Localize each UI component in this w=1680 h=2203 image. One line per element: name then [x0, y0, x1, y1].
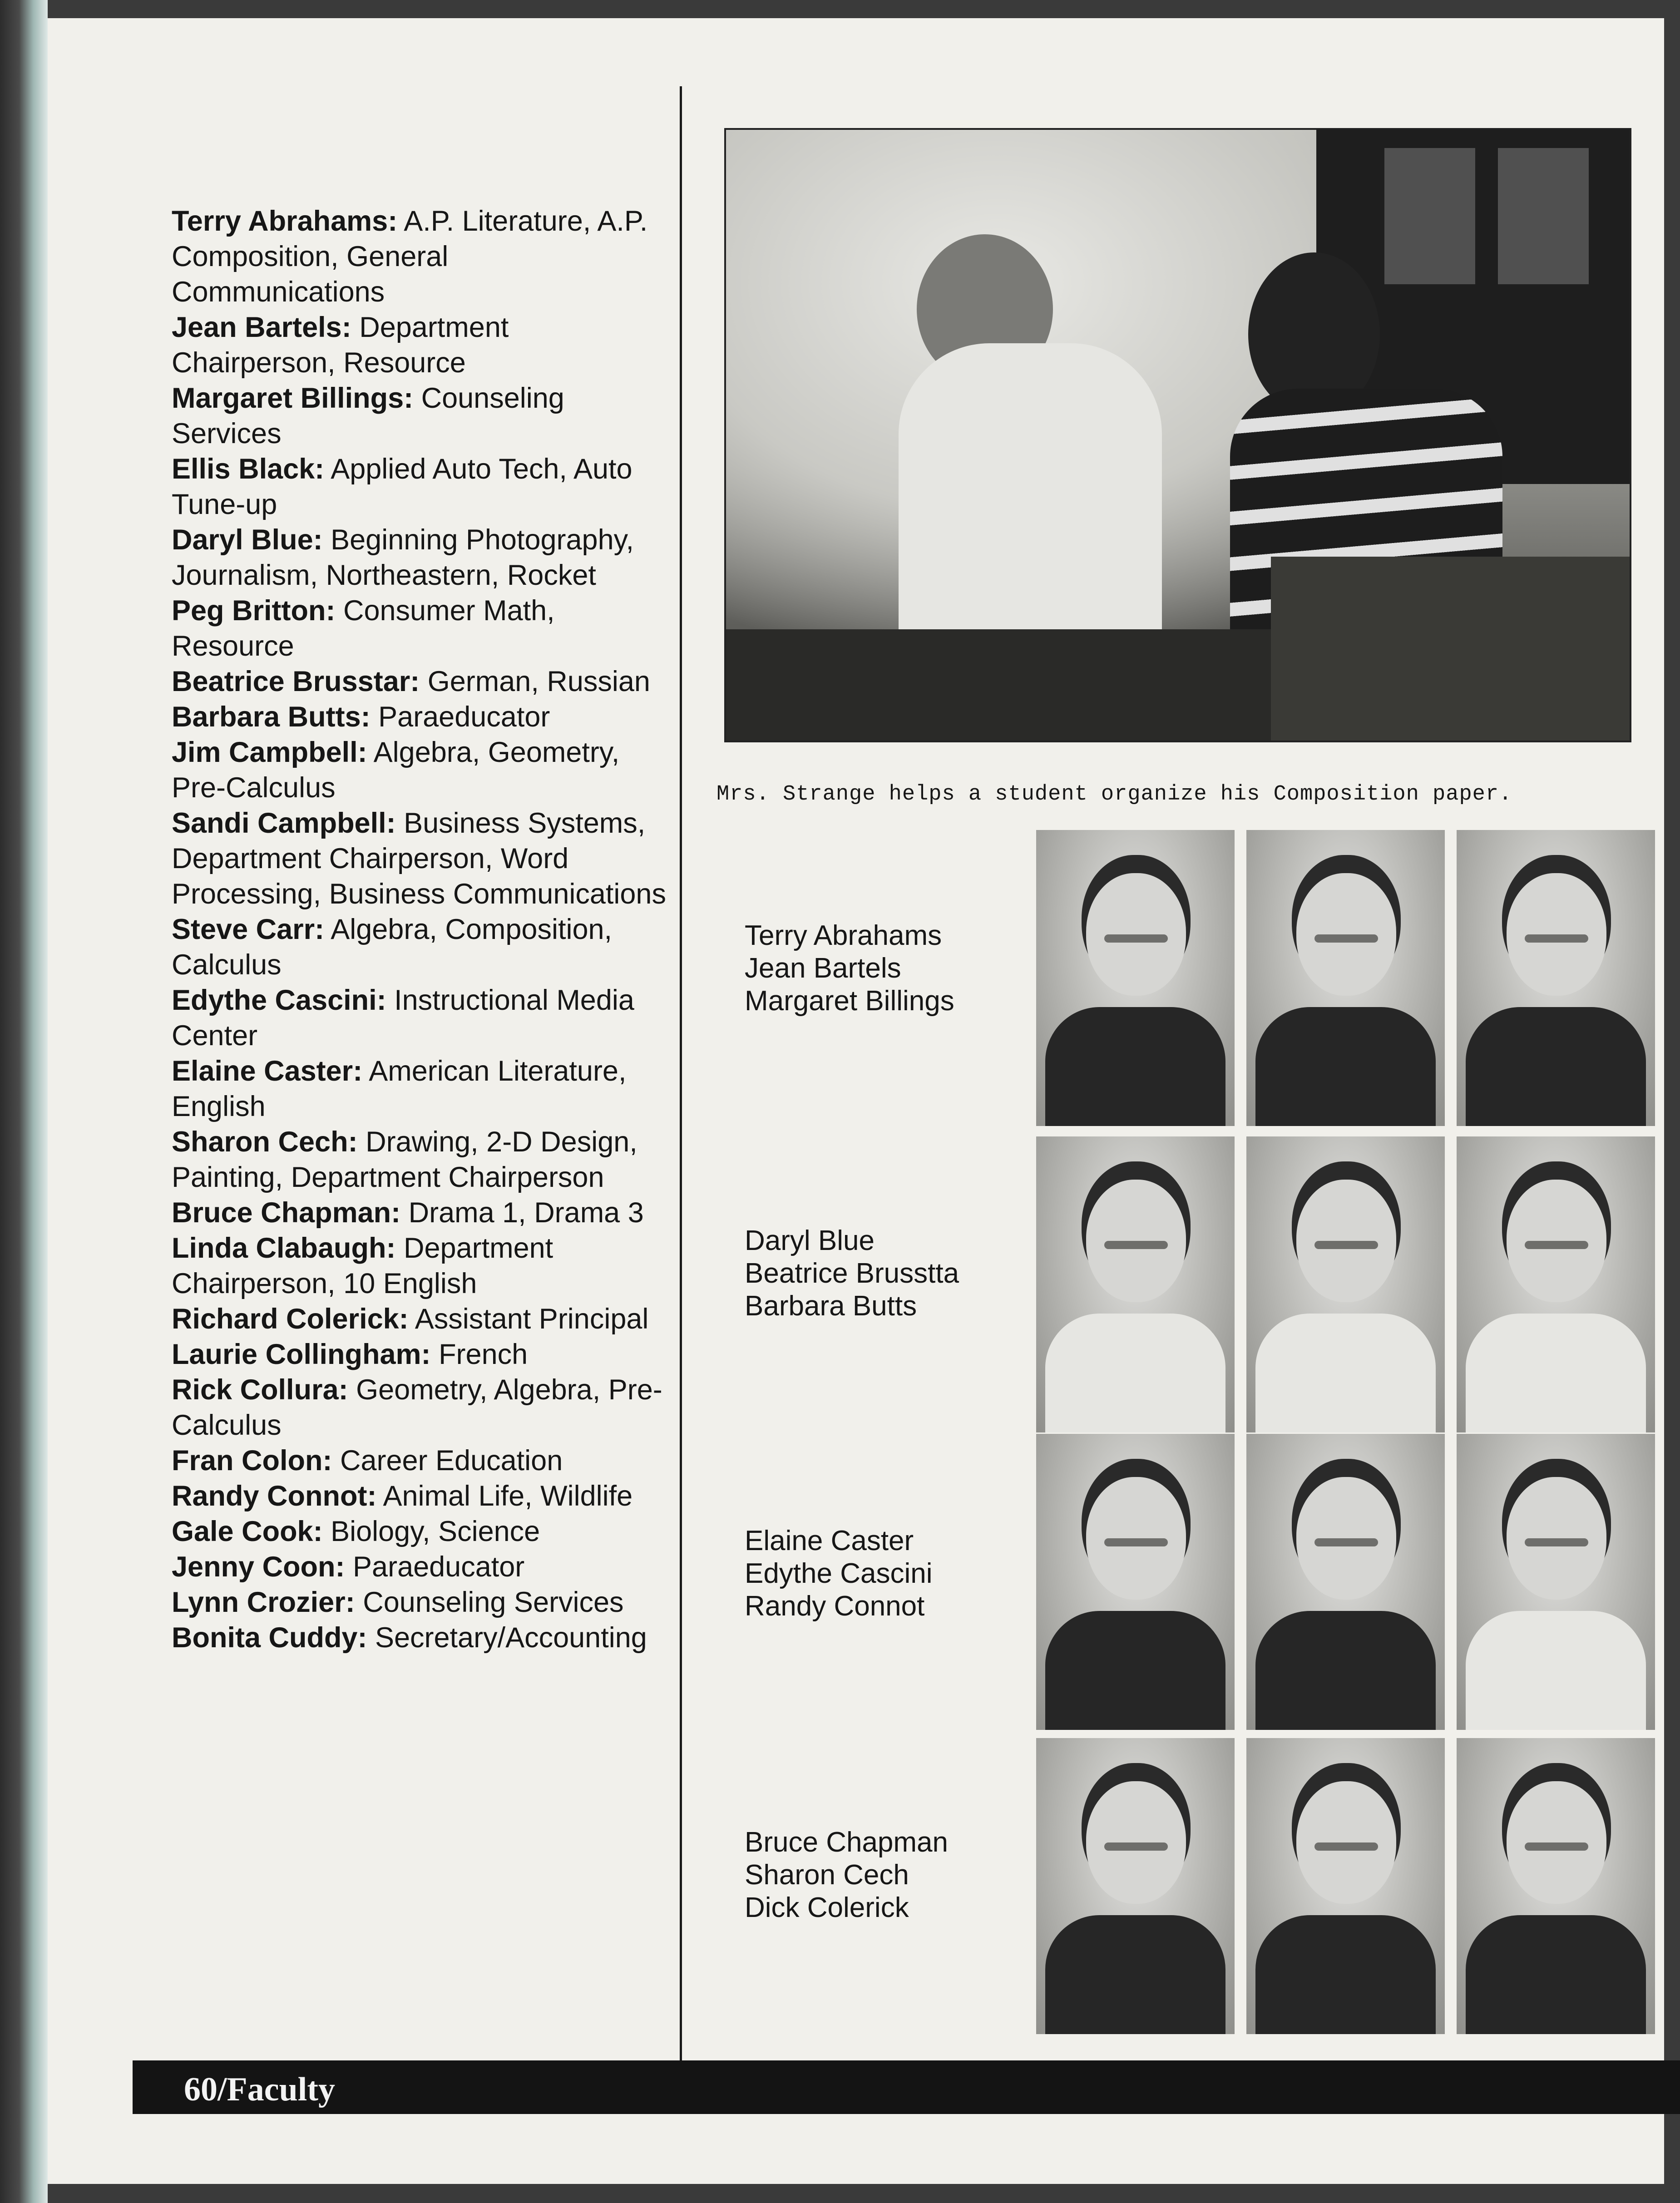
faculty-entry	[172, 593, 667, 664]
faculty-entry	[172, 1230, 667, 1301]
page-label: 60/Faculty	[184, 2071, 335, 2108]
faculty-name: Richard Colerick:	[172, 1303, 409, 1335]
faculty-entry	[172, 1514, 667, 1549]
portrait-name: Elaine Caster	[745, 1525, 914, 1556]
faculty-subjects: Geometry, Algebra, Pre-Calculus	[172, 1374, 662, 1441]
portrait-photo	[1457, 830, 1655, 1126]
faculty-name: Lynn Crozier:	[172, 1586, 355, 1618]
faculty-entry	[172, 912, 667, 983]
faculty-name: Edythe Cascini:	[172, 984, 386, 1016]
portrait-row-names	[745, 1826, 999, 1924]
faculty-subjects: American Literature, English	[172, 1055, 627, 1122]
faculty-subjects: Drawing, 2-D Design, Painting, Department Chairperson	[172, 1126, 637, 1193]
faculty-entry	[172, 310, 667, 380]
classroom-photo	[724, 128, 1631, 742]
portrait-photo	[1246, 830, 1445, 1126]
faculty-entry	[172, 1620, 667, 1655]
faculty-entry	[172, 380, 667, 451]
faculty-name: Jean Bartels:	[172, 311, 351, 343]
faculty-list	[172, 203, 667, 1655]
portrait-photo	[1457, 1434, 1655, 1730]
faculty-entry	[172, 1478, 667, 1514]
footer-bar	[133, 2060, 1680, 2114]
portrait-name: Dick Colerick	[745, 1892, 909, 1923]
faculty-name: Steve Carr:	[172, 914, 325, 945]
faculty-subjects: Secretary/Accounting	[375, 1622, 647, 1654]
faculty-subjects: Drama 1, Drama 3	[408, 1197, 644, 1229]
faculty-name: Jim Campbell:	[172, 736, 367, 768]
portrait-photo	[1036, 1136, 1235, 1432]
faculty-name: Beatrice Brusstar:	[172, 666, 420, 697]
faculty-subjects: Biology, Science	[331, 1516, 540, 1547]
faculty-name: Elaine Caster:	[172, 1055, 363, 1087]
portrait-photo	[1036, 1738, 1235, 2034]
column-divider	[680, 86, 682, 2066]
faculty-subjects: Algebra, Composition, Calculus	[172, 914, 613, 981]
portrait-name: Edythe Cascini	[745, 1558, 933, 1589]
faculty-subjects: Business Systems, Department Chairperson, Word Processing, Business Communications	[172, 807, 666, 910]
faculty-subjects: A.P. Literature, A.P. Composition, General Communications	[172, 205, 648, 308]
faculty-name: Gale Cook:	[172, 1516, 323, 1547]
faculty-entry	[172, 1372, 667, 1443]
faculty-name: Margaret Billings:	[172, 382, 414, 414]
faculty-name: Sharon Cech:	[172, 1126, 358, 1158]
faculty-subjects: Algebra, Geometry, Pre-Calculus	[172, 736, 620, 804]
faculty-subjects: Career Education	[340, 1445, 563, 1477]
faculty-entry	[172, 1195, 667, 1230]
portrait-photo	[1246, 1136, 1445, 1432]
portrait-name: Jean Bartels	[745, 953, 901, 984]
faculty-entry	[172, 735, 667, 805]
portrait-row-names	[745, 1525, 999, 1623]
faculty-entry	[172, 451, 667, 522]
faculty-subjects: German, Russian	[427, 666, 650, 697]
portrait-photo	[1246, 1738, 1445, 2034]
book-binding	[0, 0, 48, 2203]
faculty-name: Linda Clabaugh:	[172, 1232, 396, 1264]
faculty-subjects: Beginning Photography, Journalism, Northeastern, Rocket	[172, 524, 634, 591]
portrait-photo	[1246, 1434, 1445, 1730]
faculty-entry	[172, 1124, 667, 1195]
faculty-name: Daryl Blue:	[172, 524, 323, 556]
faculty-entry	[172, 664, 667, 699]
portrait-row-names	[745, 919, 999, 1018]
faculty-name: Bonita Cuddy:	[172, 1622, 367, 1654]
faculty-name: Fran Colon:	[172, 1445, 332, 1477]
portrait-name: Daryl Blue	[745, 1225, 875, 1256]
portrait-name: Terry Abrahams	[745, 920, 942, 951]
faculty-name: Sandi Campbell:	[172, 807, 396, 839]
faculty-entry	[172, 1337, 667, 1372]
portrait-row-names	[745, 1225, 999, 1323]
faculty-name: Ellis Black:	[172, 453, 325, 485]
portrait-name: Bruce Chapman	[745, 1827, 949, 1858]
faculty-name: Randy Connot:	[172, 1480, 377, 1512]
faculty-subjects: Paraeducator	[353, 1551, 525, 1583]
faculty-subjects: Applied Auto Tech, Auto Tune-up	[172, 453, 632, 520]
faculty-entry	[172, 1301, 667, 1337]
faculty-subjects: Counseling Services	[172, 382, 564, 449]
faculty-entry	[172, 983, 667, 1053]
faculty-name: Jenny Coon:	[172, 1551, 345, 1583]
faculty-subjects: French	[439, 1339, 528, 1370]
faculty-entry	[172, 1053, 667, 1124]
faculty-subjects: Department Chairperson, 10 English	[172, 1232, 553, 1299]
faculty-name: Terry Abrahams:	[172, 205, 398, 237]
faculty-subjects: Paraeducator	[378, 701, 550, 733]
portrait-photo	[1036, 830, 1235, 1126]
faculty-entry	[172, 805, 667, 912]
faculty-entry	[172, 522, 667, 593]
faculty-name: Bruce Chapman:	[172, 1197, 401, 1229]
faculty-name: Barbara Butts:	[172, 701, 371, 733]
faculty-subjects: Animal Life, Wildlife	[383, 1480, 633, 1512]
faculty-subjects: Department Chairperson, Resource	[172, 311, 509, 379]
faculty-entry	[172, 1585, 667, 1620]
portrait-photo	[1036, 1434, 1235, 1730]
photo-caption: Mrs. Strange helps a student organize his Composition paper.	[716, 782, 1512, 806]
faculty-name: Peg Britton:	[172, 595, 336, 627]
portrait-name: Margaret Billings	[745, 985, 954, 1017]
portrait-name: Randy Connot	[745, 1591, 925, 1622]
faculty-subjects: Instructional Media Center	[172, 984, 634, 1052]
faculty-entry	[172, 1443, 667, 1478]
portrait-name: Beatrice Brusstta	[745, 1258, 959, 1289]
faculty-entry	[172, 1549, 667, 1585]
portrait-photo	[1457, 1738, 1655, 2034]
faculty-subjects: Counseling Services	[363, 1586, 624, 1618]
faculty-subjects: Consumer Math, Resource	[172, 595, 555, 662]
faculty-subjects: Assistant Principal	[415, 1303, 649, 1335]
portrait-name: Barbara Butts	[745, 1290, 917, 1322]
classroom-desk	[1271, 557, 1630, 741]
portrait-name: Sharon Cech	[745, 1859, 909, 1891]
faculty-name: Laurie Collingham:	[172, 1339, 431, 1370]
faculty-name: Rick Collura:	[172, 1374, 348, 1406]
faculty-entry	[172, 699, 667, 735]
faculty-entry	[172, 203, 667, 310]
portrait-photo	[1457, 1136, 1655, 1432]
